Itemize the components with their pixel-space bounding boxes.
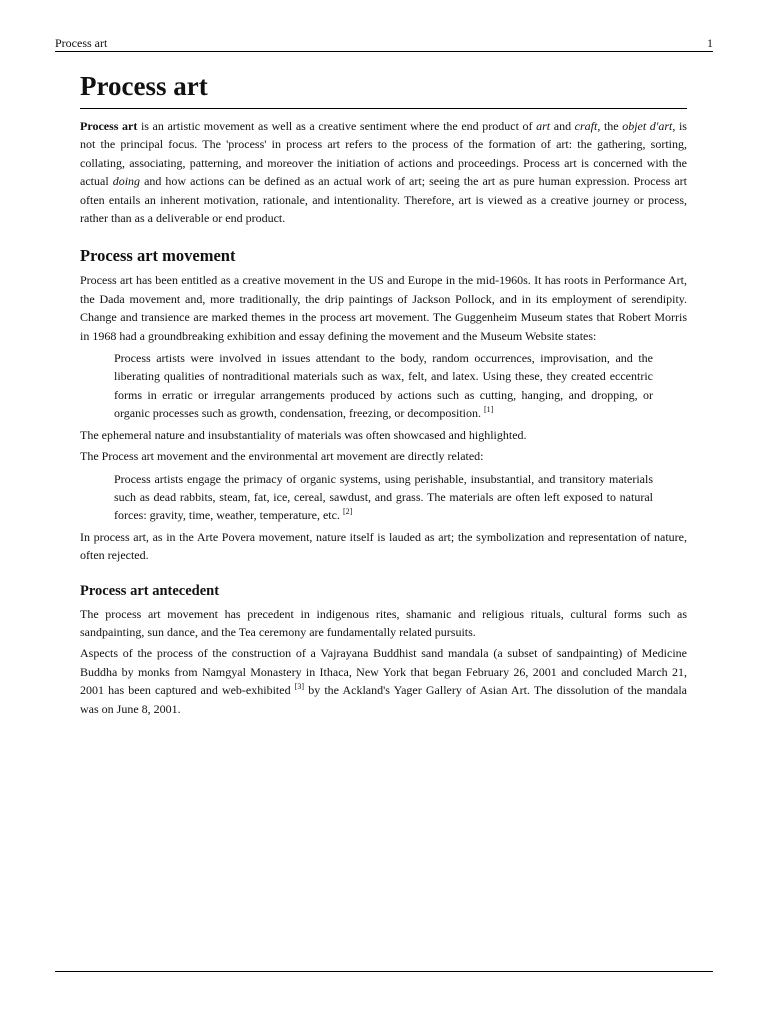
movement-paragraph-4: In process art, as in the Arte Povera movement, nature itself is lauded as art; the symbolization and representation of nature, often rejected. — [80, 529, 687, 563]
section-heading-antecedent: Process art antecedent — [80, 582, 220, 599]
intro-text-3: , the — [597, 119, 623, 133]
blockquote-guggenheim — [114, 349, 653, 423]
antecedent-paragraph-2 — [80, 644, 687, 718]
reference-link-1[interactable]: [1] — [484, 405, 494, 415]
header-divider — [55, 51, 713, 52]
intro-text-5: and how actions can be defined as an actual work of art; seeing the art as pure human expression. Process art often entails an inherent motivation, rationale, and intentionality. Therefore, art is viewed as a creative journey or process, rather than as a deliverable or end product. — [80, 174, 687, 226]
antecedent-paragraph-1: The process art movement has precedent in indigenous rites, shamanic and religious rituals, cultural forms such as sandpainting, sun dance, and the Tea ceremony are fundamentally related pursuits. — [80, 606, 687, 639]
running-header — [55, 36, 713, 52]
intro-text-1: is an artistic movement as well as a creative sentiment where the end product of — [137, 119, 537, 133]
article-body — [80, 70, 687, 721]
intro-link-art[interactable]: art — [536, 119, 551, 133]
running-title: Process art — [55, 36, 108, 50]
reference-link-2[interactable]: [2] — [342, 507, 353, 517]
reference-link-3[interactable]: [3] — [294, 682, 305, 692]
footer-divider — [55, 971, 713, 972]
intro-bold-term: Process art — [80, 119, 138, 133]
quote-paragraph-2 — [114, 470, 653, 525]
page-title: Process art — [80, 70, 687, 109]
intro-link-objet-dart[interactable]: objet d'art — [622, 119, 673, 133]
movement-paragraph-2: The ephemeral nature and insubstantiality of materials was often showcased and highlighted. — [80, 427, 527, 442]
intro-link-craft[interactable]: craft — [574, 119, 598, 133]
section-heading-movement: Process art movement — [80, 246, 236, 266]
quote-text-1: Process artists were involved in issues attendant to the body, random occurrences, improvisation, and the liberating qualities of nontraditional materials such as wax, felt, and latex. Using these, they created eccentric forms in erratic or irregular arrangements produced by actions such as cutting, hanging, and dropping, or organic processes such as growth, condensation, freezing, or decomposition. — [114, 351, 653, 421]
quote-paragraph-1 — [114, 349, 653, 423]
movement-paragraph-3: The Process art movement and the environmental art movement are directly related: — [80, 449, 484, 464]
movement-paragraph-1: Process art has been entitled as a creative movement in the US and Europe in the mid-1960s. It has roots in Performance Art, the Dada movement and, more traditionally, the drip paintings of Jackson Pollock, and in its employment of serendipity. Change and transience are marked themes in the process art movement. The Guggenheim Museum states that Robert Morris in 1968 had a groundbreaking exhibition and essay defining the movement and the Museum Website states: — [80, 273, 687, 343]
antecedent-text-a: Aspects of the process of the construction of a Vajrayana Buddhist sand mandala (a subset of sandpainting) of Medicine Buddha by monks from Namgyal Monastery in Ithaca, New York that began February 26, 2001 and concluded March 21, 2001 has been captured and web-exhibited — [80, 646, 687, 698]
quote-text-2: Process artists engage the primacy of organic systems, using perishable, insubstantial, and transitory materials such as dead rabbits, steam, fat, ice, cereal, sawdust, and grass. The materials are often left exposed to natural forces: gravity, time, weather, temperature, etc. — [114, 471, 653, 523]
intro-paragraph — [80, 117, 687, 227]
antecedent-text-b: by the Ackland's Yager Gallery of Asian Art. The dissolution of the mandala was on June 8, 2001. — [80, 683, 687, 716]
blockquote-environmental — [114, 470, 653, 525]
intro-italic-doing: doing — [112, 174, 141, 189]
page-number: 1 — [707, 36, 713, 50]
intro-text-4: , is not the principal focus. The 'process' in process art refers to the process of the formation of art: the gathering, sorting, collating, associating, patterning, and moreover the initiation of actions and proceedings. Process art is concerned with the actual — [80, 119, 687, 189]
intro-text-2: and — [550, 119, 575, 133]
